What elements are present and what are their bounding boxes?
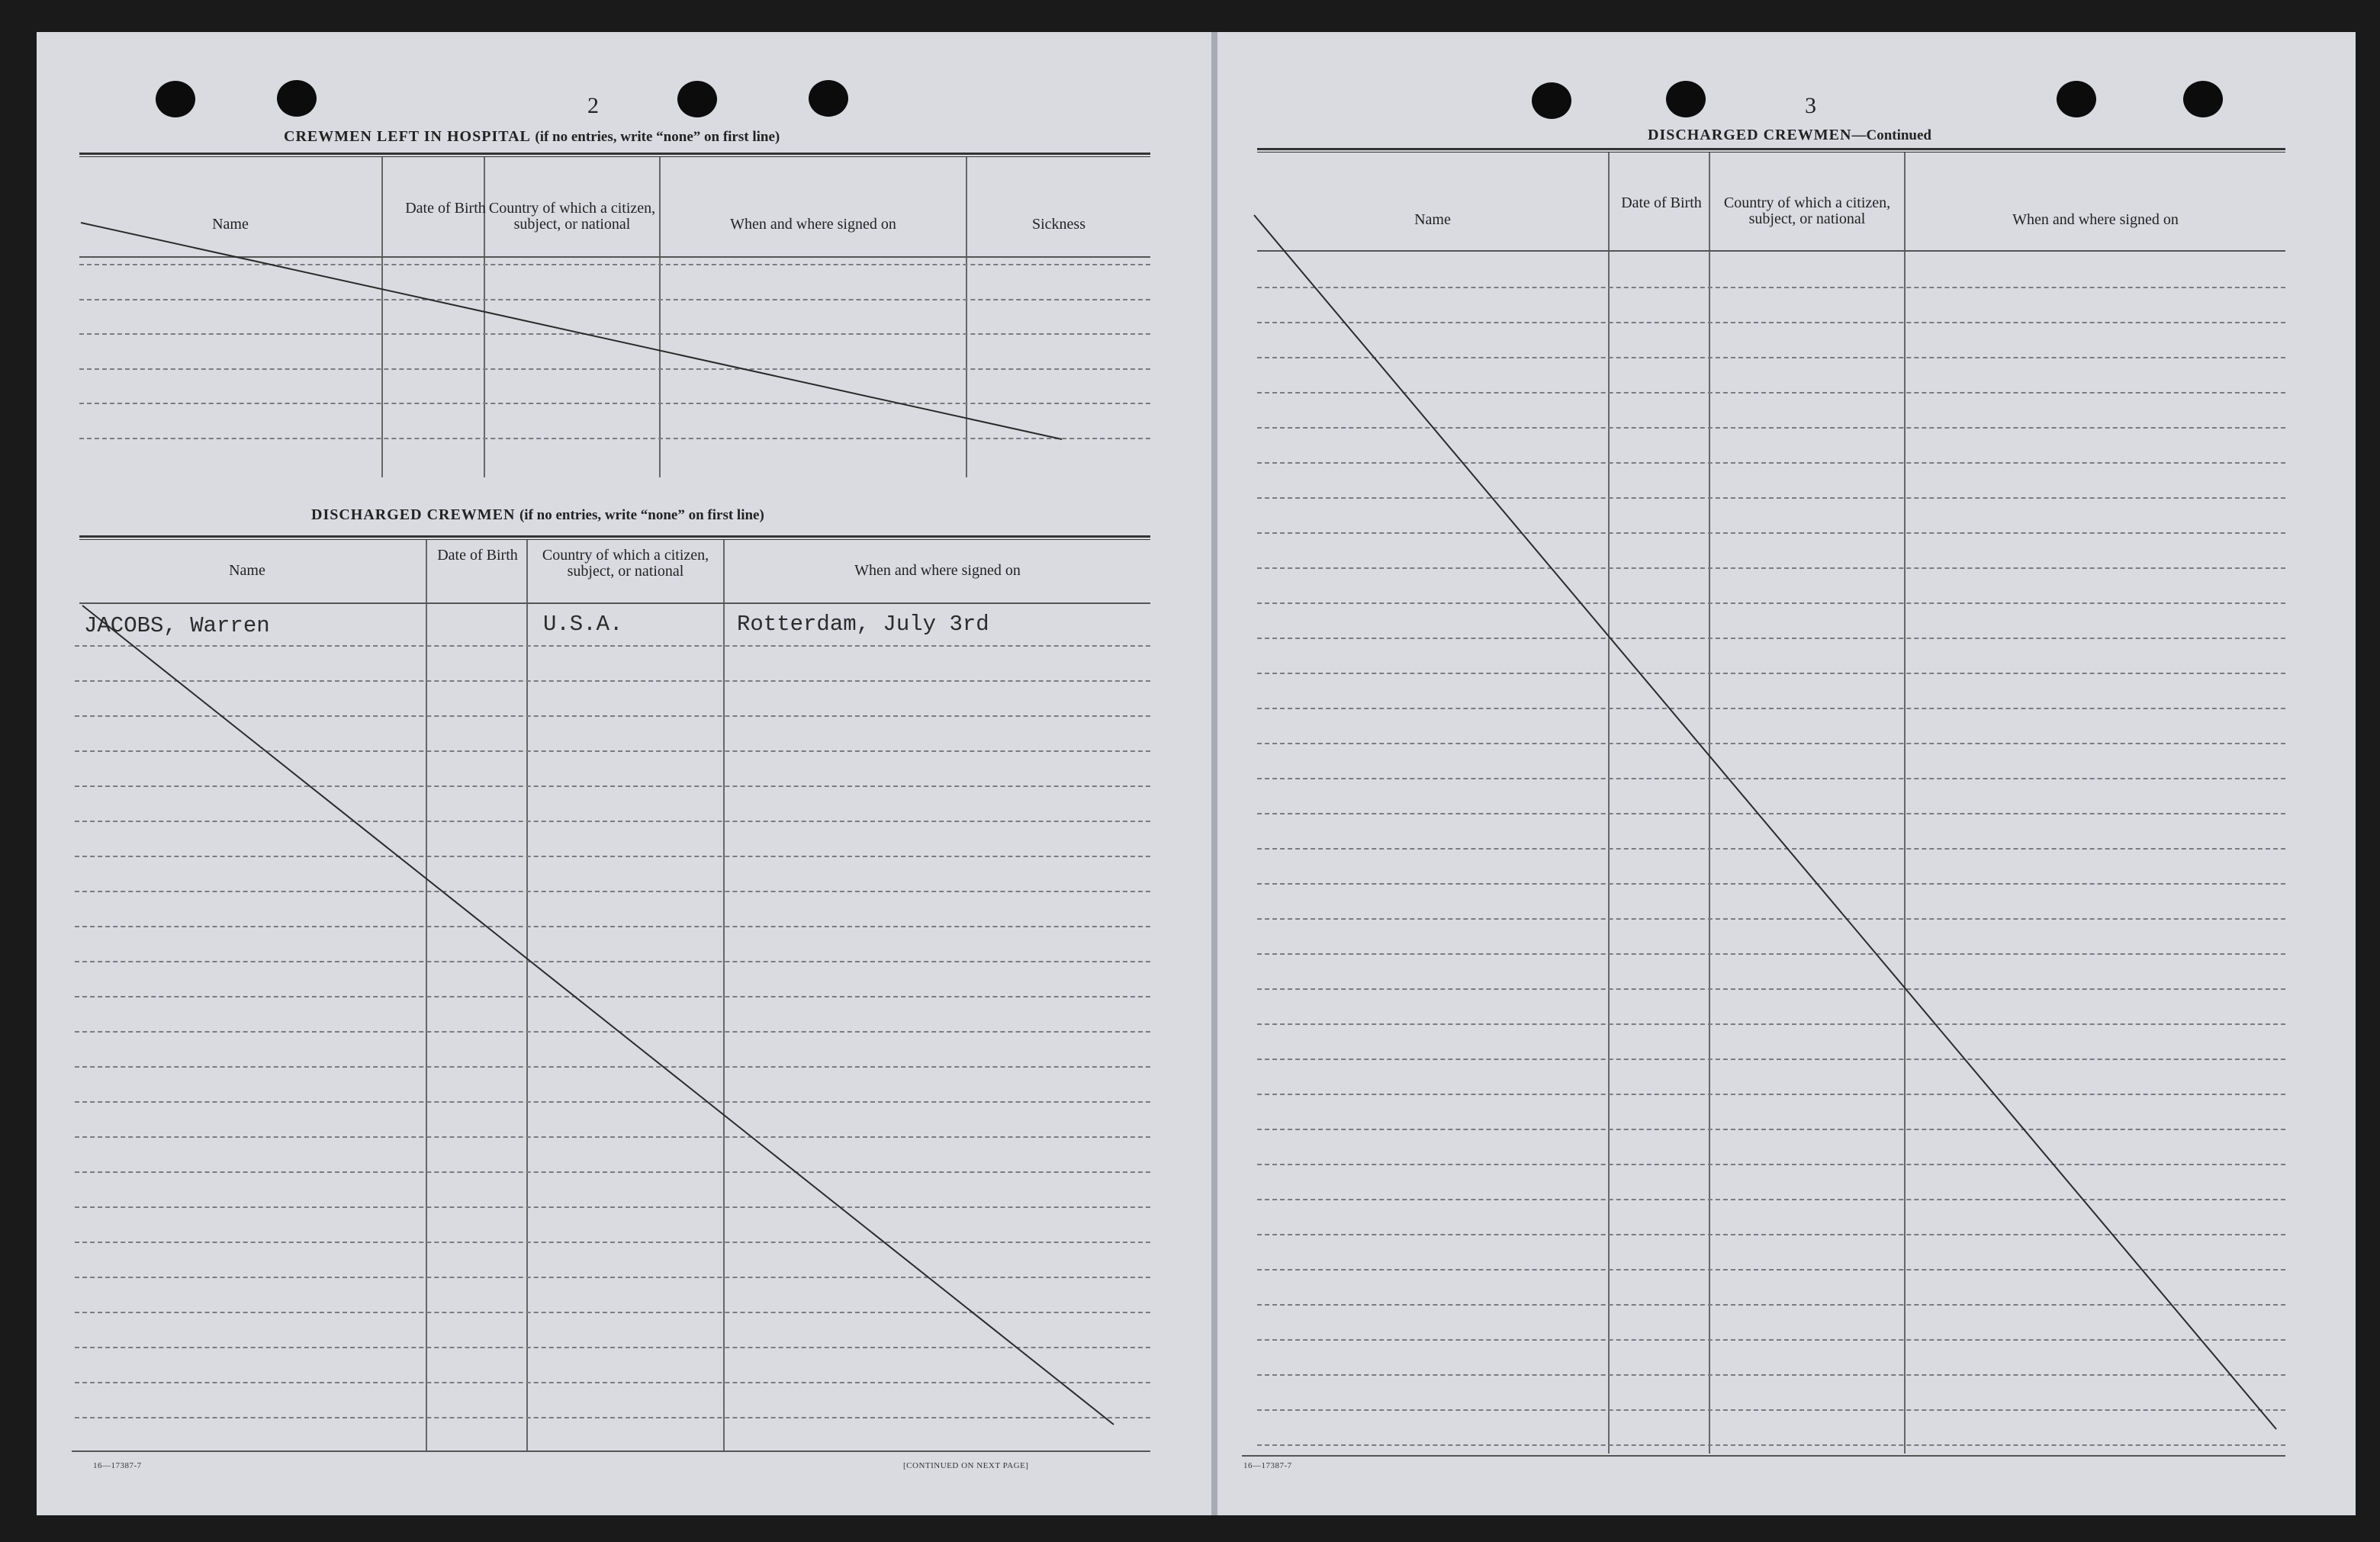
hospital-title-text: CREWMEN LEFT IN HOSPITAL — [284, 128, 531, 145]
col-header-date-of-birth: Date of Birth — [1621, 194, 1702, 211]
col-header-country: Country of which a citizen, subject, or national — [488, 200, 656, 233]
form-sheet — [37, 32, 2356, 1515]
continued-note: [CONTINUED ON NEXT PAGE] — [903, 1461, 1029, 1470]
continued-label: —Continued — [1851, 127, 1931, 143]
hospital-instruction: (if no entries, write “none” on first line) — [535, 129, 780, 145]
col-header-sickness: Sickness — [1032, 216, 1085, 233]
page-number: 2 — [587, 93, 599, 118]
col-header-name: Name — [229, 562, 265, 579]
strike-line — [81, 223, 1062, 439]
cancellation-strokes — [37, 32, 2356, 1515]
col-header-country: Country of which a citizen, subject, or national — [542, 547, 709, 580]
col-header-date-of-birth: Date of Birth — [405, 200, 486, 217]
page-number: 3 — [1805, 93, 1816, 118]
discharged-instruction: (if no entries, write “none” on first line) — [519, 507, 764, 523]
form-number: 16—17387-7 — [1243, 1461, 1292, 1470]
col-header-country: Country of which a citizen, subject, or national — [1723, 194, 1891, 227]
col-header-signed-on: When and where signed on — [730, 216, 896, 233]
discharged-title-text: DISCHARGED CREWMEN — [311, 506, 516, 523]
entry-signed-on: Rotterdam, July 3rd — [737, 612, 989, 637]
entry-country: U.S.A. — [543, 612, 623, 637]
continued-title-text: DISCHARGED CREWMEN — [1648, 127, 1852, 143]
col-header-date-of-birth: Date of Birth — [437, 547, 518, 564]
col-header-name: Name — [212, 216, 249, 233]
strike-line — [82, 606, 1114, 1425]
entry-name: JACOBS, Warren — [84, 613, 270, 638]
col-header-signed-on: When and where signed on — [2012, 211, 2179, 228]
form-number: 16—17387-7 — [93, 1461, 142, 1470]
col-header-name: Name — [1414, 211, 1451, 228]
col-header-signed-on: When and where signed on — [854, 562, 1021, 579]
strike-line — [1254, 215, 2276, 1429]
